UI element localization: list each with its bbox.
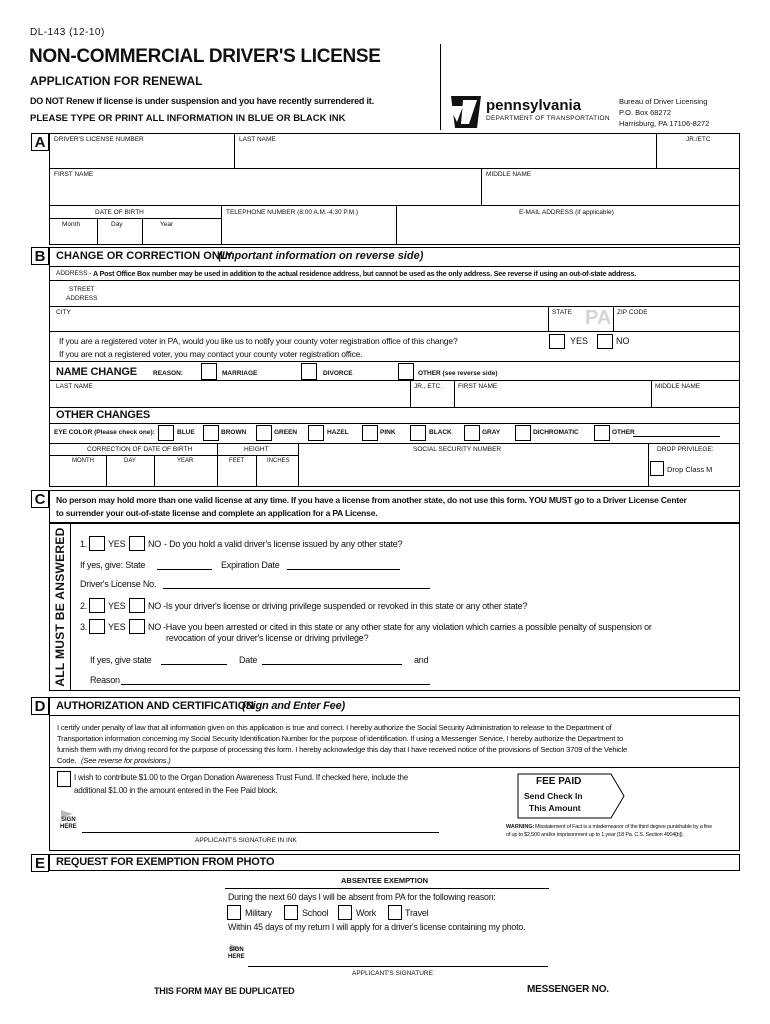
dob-correction-label: CORRECTION OF DATE OF BIRTH	[87, 446, 193, 453]
q2-yes-label: YES	[108, 601, 126, 611]
q2-number: 2.	[80, 601, 88, 611]
voter-no-checkbox[interactable]	[597, 334, 613, 349]
expiration-label: Expiration Date	[221, 560, 280, 570]
state-line[interactable]	[157, 569, 212, 570]
section-b-letter: B	[31, 247, 49, 265]
travel-checkbox[interactable]	[388, 905, 402, 920]
last-name-field[interactable]	[235, 134, 656, 168]
eye-dichromatic-checkbox[interactable]	[515, 425, 531, 441]
section-c-notice-2: to surrender your out-of-state license and complete an application for a PA License.	[56, 508, 378, 518]
q3-no-checkbox[interactable]	[129, 619, 145, 634]
pa-keystone-logo	[447, 94, 485, 130]
eye-green-label: GREEN	[274, 429, 298, 436]
work-checkbox[interactable]	[338, 905, 352, 920]
section-a-letter: A	[31, 133, 49, 151]
dl-number-label: Driver's License No.	[80, 579, 157, 589]
cert-note: (See reverse for provisions.)	[81, 756, 171, 765]
divider	[49, 205, 740, 206]
email-label: E-MAIL ADDRESS (if applicable)	[519, 209, 614, 216]
voter-yes-label: YES	[570, 336, 589, 346]
eye-black-label: BLACK	[429, 429, 452, 436]
section-d-letter: D	[31, 697, 49, 715]
divider	[142, 218, 143, 245]
section-b-heading: CHANGE OR CORRECTION ONLY	[56, 250, 233, 262]
street-label-1: STREET	[69, 286, 95, 293]
dob-c-year-label: YEAR	[177, 458, 194, 464]
date-of-birth-label: DATE OF BIRTH	[95, 209, 144, 216]
eye-brown-checkbox[interactable]	[203, 425, 219, 441]
cert-line-1: I certify under penalty of law that all information given on this application is true and correct. I hereby authorize the Social Security Administration to release to the Department of	[57, 723, 612, 732]
school-checkbox[interactable]	[284, 905, 298, 920]
q1-text: - Do you hold a valid driver's license issued by any other state?	[164, 539, 403, 549]
nc-jr-etc-label: JR., ETC.	[414, 383, 443, 390]
exemption-signature-line[interactable]	[248, 966, 548, 967]
q1-no-label: NO	[148, 539, 162, 549]
address-line2: P.O. Box 68272	[619, 108, 671, 117]
street-label-2: ADDRESS	[66, 295, 98, 302]
divider	[225, 888, 549, 889]
military-checkbox[interactable]	[227, 905, 241, 920]
work-label: Work	[356, 908, 377, 918]
absentee-exemption-label: ABSENTEE EXEMPTION	[341, 876, 429, 885]
height-label: HEIGHT	[244, 446, 269, 453]
if-yes-state2-label: If yes, give state	[90, 655, 152, 665]
eye-gray-checkbox[interactable]	[464, 425, 480, 441]
form-title: NON-COMMERCIAL DRIVER'S LICENSE	[29, 46, 381, 67]
and-label: and	[414, 655, 429, 665]
address-label: ADDRESS -	[56, 270, 92, 277]
sign-label: SIGN	[61, 817, 76, 823]
zip-field[interactable]	[614, 307, 739, 331]
eye-hazel-label: HAZEL	[327, 429, 349, 436]
divider	[49, 407, 740, 408]
address-note: A Post Office Box number may be used in addition to the actual residence address, but cannot be used as the only address. See reverse if using an out-of-state address.	[93, 269, 637, 278]
pa-logo-dept: DEPARTMENT OF TRANSPORTATION	[486, 115, 610, 122]
cert-line-2: Transportation information concerning my Social Security Identification Number for the purpose of identification. If using a Messenger Service, I hereby authorize the Department to	[57, 734, 624, 743]
eye-brown-label: BROWN	[221, 429, 247, 436]
divider	[49, 423, 740, 424]
section-d-heading-note: (Sign and Enter Fee)	[242, 700, 345, 712]
eye-pink-checkbox[interactable]	[362, 425, 378, 441]
divider	[97, 218, 98, 245]
eye-other-checkbox[interactable]	[594, 425, 610, 441]
divider	[49, 455, 298, 456]
section-e-letter: E	[31, 854, 49, 872]
here-label: HERE	[228, 954, 245, 960]
divider	[217, 443, 218, 487]
state-label: STATE	[552, 309, 572, 316]
marriage-checkbox[interactable]	[201, 363, 217, 380]
dob-c-day-label: DAY	[124, 458, 136, 464]
q2-yes-checkbox[interactable]	[89, 598, 105, 613]
eye-dichromatic-label: DICHROMATIC	[533, 429, 579, 436]
q1-yes-checkbox[interactable]	[89, 536, 105, 551]
organ-donation-checkbox[interactable]	[57, 771, 71, 787]
drop-class-m-checkbox[interactable]	[650, 461, 664, 476]
cert-line-4: Code.	[57, 756, 77, 765]
form-subtitle: APPLICATION FOR RENEWAL	[30, 74, 203, 88]
telephone-field[interactable]	[222, 219, 396, 244]
dob-c-month-label: MONTH	[72, 458, 94, 464]
sign-here-arrow-icon	[60, 806, 74, 816]
q3-no-label: NO	[148, 622, 162, 632]
marriage-label: MARRIAGE	[222, 370, 258, 377]
sign-label: SIGN	[229, 947, 244, 953]
q1-yes-label: YES	[108, 539, 126, 549]
divider	[49, 218, 221, 219]
section-c-letter: C	[31, 490, 49, 508]
telephone-label: TELEPHONE NUMBER (8:00 A.M.-4:30 P.M.)	[226, 209, 359, 216]
divider	[648, 443, 649, 487]
eye-other-label: OTHER	[612, 429, 635, 436]
state-value: PA	[585, 307, 612, 329]
divider	[70, 523, 71, 691]
section-c-notice-1: No person may hold more than one valid license at any time. If you have a license from another state, do not use this form. YOU MUST go to a Driver License Center	[56, 495, 687, 505]
divider	[49, 767, 740, 768]
section-d-heading: AUTHORIZATION AND CERTIFICATION	[56, 700, 254, 712]
divider	[49, 266, 740, 267]
warning-line1: Misstatement of Fact is a misdemeanor of the third degree punishable by a fine	[535, 824, 713, 830]
address-line3: Harrisburg, PA 17106-8272	[619, 119, 710, 128]
voter-note: If you are not a registered voter, you may contact your county voter registration office.	[59, 349, 363, 359]
first-name-field[interactable]	[49, 169, 481, 205]
nc-middle-name-field[interactable]	[652, 381, 739, 406]
q3-yes-label: YES	[108, 622, 126, 632]
other-changes-label: OTHER CHANGES	[56, 409, 150, 421]
zip-label: ZIP CODE	[617, 309, 648, 316]
pa-logo-name: pennsylvania	[486, 97, 582, 114]
applicant-signature-label: APPLICANT'S SIGNATURE IN INK	[195, 837, 297, 844]
date-label: Date	[239, 655, 258, 665]
header-divider	[440, 44, 441, 130]
email-field[interactable]	[397, 219, 739, 244]
street-address-field[interactable]	[100, 281, 739, 306]
eye-color-label: EYE COLOR (Please check one):	[54, 429, 155, 436]
q2-no-label: NO	[148, 601, 162, 611]
eye-gray-label: GRAY	[482, 429, 501, 436]
ink-instruction: PLEASE TYPE OR PRINT ALL INFORMATION IN BLUE OR BLACK INK	[30, 113, 346, 124]
cert-line-3: furnish them with my driving record for the purpose of processing this form. I hereby acknowledge this day that I have received notice of the provisions of Section 3709 of the Vehicle	[57, 745, 627, 754]
dob-month-label: Month	[62, 221, 81, 228]
reason-label: REASON:	[153, 370, 183, 377]
messenger-label: MESSENGER NO.	[527, 984, 609, 995]
q2-text: -Is your driver's license or driving privilege suspended or revoked in this state or any other state?	[163, 601, 528, 611]
q3-text-line2: revocation of your driver's license or driving privilege?	[166, 633, 369, 643]
divider	[256, 455, 257, 487]
organ-line-2: additional $1.00 in the amount entered in the Fee Paid block.	[74, 786, 278, 795]
warning-label: WARNING:	[506, 824, 535, 830]
send-check-line1: Send Check In	[524, 791, 583, 801]
divider	[548, 306, 549, 331]
military-label: Military	[245, 908, 272, 918]
eye-blue-label: BLUE	[177, 429, 195, 436]
divider	[49, 443, 740, 444]
drop-class-m-label: Drop Class M	[667, 465, 713, 474]
name-change-label: NAME CHANGE	[56, 366, 137, 378]
drop-privilege-label: DROP PRIVILEGE:	[657, 446, 714, 453]
organ-line-1: I wish to contribute $1.00 to the Organ Donation Awareness Trust Fund. If checked here, include the	[74, 773, 409, 782]
if-yes-state-label: If yes, give: State	[80, 560, 146, 570]
other-reason-label: OTHER (see reverse side)	[418, 370, 498, 377]
divider	[49, 361, 740, 362]
eye-green-checkbox[interactable]	[256, 425, 272, 441]
section-e-heading: REQUEST FOR EXEMPTION FROM PHOTO	[56, 856, 275, 868]
absent-reason: During the next 60 days I will be absent from PA for the following reason:	[228, 892, 496, 902]
here-label: HERE	[60, 824, 77, 830]
divider	[49, 715, 740, 716]
divider	[49, 331, 740, 332]
eye-black-checkbox[interactable]	[410, 425, 426, 441]
nc-first-name-field[interactable]	[455, 381, 651, 406]
return-note: Within 45 days of my return I will apply for a driver's license containing my photo.	[228, 922, 526, 932]
form-number: DL-143 (12-10)	[30, 27, 105, 38]
travel-label: Travel	[405, 908, 429, 918]
divorce-label: DIVORCE	[323, 370, 353, 377]
exemption-signature-label: APPLICANT'S SIGNATURE	[352, 970, 433, 977]
q1-number: 1.	[80, 539, 88, 549]
city-field[interactable]	[49, 307, 548, 331]
last-name-label: LAST NAME	[239, 136, 276, 143]
divorce-checkbox[interactable]	[301, 363, 317, 380]
reason-line[interactable]	[121, 684, 430, 685]
date-line[interactable]	[262, 664, 402, 665]
eye-other-line[interactable]	[633, 436, 720, 437]
send-check-line2: This Amount	[529, 803, 581, 813]
address-line1: Bureau of Driver Licensing	[619, 97, 708, 106]
drivers-license-number-label: DRIVER'S LICENSE NUMBER	[54, 136, 144, 143]
voter-yes-checkbox[interactable]	[549, 334, 565, 349]
feet-label: FEET	[229, 458, 245, 464]
all-must-be-answered-label: ALL MUST BE ANSWERED	[53, 527, 67, 687]
nc-last-name-label: LAST NAME	[56, 383, 93, 390]
q2-no-checkbox[interactable]	[129, 598, 145, 613]
first-name-label: FIRST NAME	[54, 171, 94, 178]
other-reason-checkbox[interactable]	[398, 363, 414, 380]
divider	[154, 455, 155, 487]
warning-line2: of up to $2,500 and/or imprisonment up to 1 year (18 Pa. C.S. Section 4904[b]).	[506, 832, 684, 838]
divider	[106, 455, 107, 487]
dob-year-label: Year	[160, 221, 174, 228]
jr-etc-label: JR./ETC	[686, 136, 711, 143]
inches-label: INCHES	[267, 458, 290, 464]
q3-number: 3.	[80, 622, 88, 632]
q3-yes-checkbox[interactable]	[89, 619, 105, 634]
dl-number-line[interactable]	[163, 588, 430, 589]
expiration-line[interactable]	[287, 569, 400, 570]
renewal-warning: DO NOT Renew if license is under suspension and you have recently surrendered it.	[30, 96, 374, 106]
ssn-label: SOCIAL SECURITY NUMBER	[413, 446, 502, 453]
applicant-signature-line[interactable]	[82, 832, 439, 833]
fee-paid-label: FEE PAID	[536, 776, 582, 787]
voter-question: If you are a registered voter in PA, would you like us to notify your county voter registration office of this change?	[59, 336, 458, 346]
state2-line[interactable]	[161, 664, 227, 665]
city-label: CITY	[56, 309, 71, 316]
eye-blue-checkbox[interactable]	[158, 425, 174, 441]
voter-no-label: NO	[616, 336, 630, 346]
dob-day-label: Day	[111, 221, 123, 228]
ssn-field[interactable]	[299, 456, 648, 486]
eye-hazel-checkbox[interactable]	[308, 425, 324, 441]
nc-middle-name-label: MIDDLE NAME	[655, 383, 701, 390]
reason-label-c: Reason	[90, 675, 120, 685]
school-label: School	[302, 908, 329, 918]
divider	[410, 380, 411, 407]
eye-pink-label: PINK	[380, 429, 396, 436]
nc-first-name-label: FIRST NAME	[458, 383, 498, 390]
section-b-heading-note: (Important information on reverse side)	[218, 250, 424, 262]
middle-name-label: MIDDLE NAME	[486, 171, 532, 178]
q1-no-checkbox[interactable]	[129, 536, 145, 551]
duplicate-note: THIS FORM MAY BE DUPLICATED	[154, 986, 295, 996]
nc-last-name-field[interactable]	[49, 381, 410, 406]
q3-text-line1: -Have you been arrested or cited in this state or any other state for any violation which carries a possible penalty of suspension or	[163, 622, 652, 632]
